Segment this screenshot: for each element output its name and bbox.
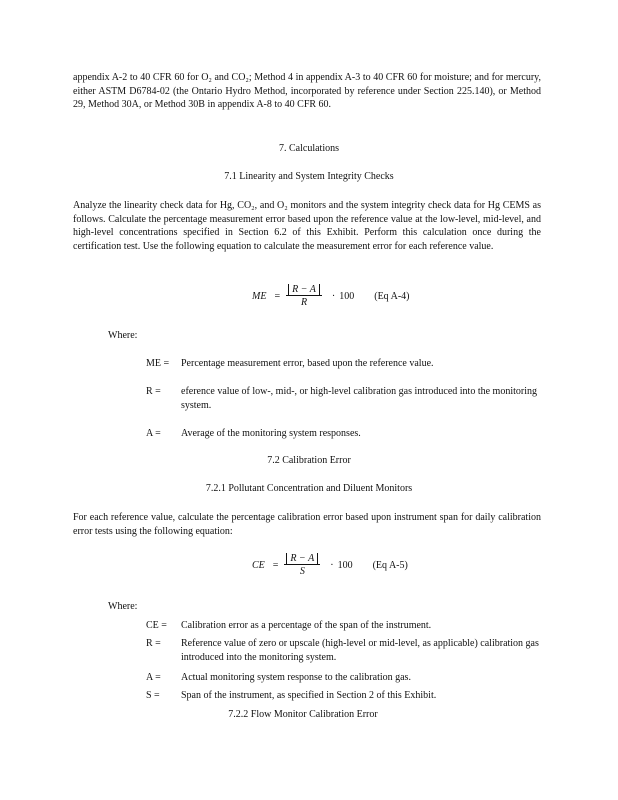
definition-text: eference value of low-, mid-, or high-level calibration gas introduced into the monitoring system. (181, 386, 537, 411)
section-7-1-heading: 7.1 Linearity and System Integrity Checks (224, 171, 394, 182)
definition-row (146, 689, 546, 703)
equals-sign: = (272, 559, 279, 571)
denominator: R (300, 297, 308, 308)
definition-row (146, 427, 546, 441)
definition-text: Percentage measurement error, based upon the reference value. (181, 358, 434, 369)
definition-symbol: R = (146, 386, 161, 397)
definition-row (146, 637, 546, 665)
factor: 100 (339, 290, 355, 302)
definition-text: Reference value of zero or upscale (high-level or mid-level, as applicable) calibration gas introduced into the monitoring system. (181, 638, 539, 663)
definition-symbol: S = (146, 690, 160, 701)
paragraph-linearity: Analyze the linearity check data for Hg, CO₂, and O₂ monitors and the system integrity check data for Hg CEMS as follows. Calculate the percentage measurement error based upon the reference value at the low-level, mid-level, and high-level concentrations specified in Section 6.2 of this Exhibit. Perform this calculation once during the certification test. Use the following equation to calculate the measurement error for each reference value. (73, 200, 541, 252)
fraction (284, 553, 320, 577)
definition-text: Average of the monitoring system responses. (181, 428, 361, 439)
definition-row (146, 357, 546, 371)
paragraph-calibration: For each reference value, calculate the percentage calibration error based upon instrument span for daily calibration error tests using the following equation: (73, 512, 541, 537)
equation-a5 (252, 553, 408, 577)
definition-symbol: CE = (146, 620, 167, 631)
definition-symbol: A = (146, 428, 161, 439)
equation-tag: (Eq A-4) (374, 290, 410, 302)
denominator: S (299, 566, 305, 577)
definition-row (146, 671, 546, 685)
equation-lhs: ME (252, 290, 267, 302)
multiply-sign: · (331, 290, 336, 302)
factor: 100 (337, 559, 353, 571)
where-label: Where: (108, 601, 138, 612)
definition-row (146, 385, 546, 413)
equation-lhs: CE (252, 559, 265, 571)
where-label: Where: (108, 330, 138, 341)
equals-sign: = (274, 290, 281, 302)
equation-a4 (252, 284, 410, 308)
definition-text: Span of the instrument, as specified in Section 2 of this Exhibit. (181, 690, 437, 701)
paragraph-reference-methods: appendix A-2 to 40 CFR 60 for O₂ and CO₂; Method 4 in appendix A-3 to 40 CFR 60 for moisture; and for mercury, either ASTM D6784-02 (the Ontario Hydro Method, incorporated by reference under Section 225.140), or Method 29, Method 30A, or Method 30B in appendix A-8 to 40 CFR 60. (73, 72, 541, 110)
equation-tag: (Eq A-5) (372, 559, 408, 571)
definition-symbol: A = (146, 672, 161, 683)
numerator: R − A (286, 553, 318, 564)
definition-symbol: ME = (146, 358, 170, 369)
numerator: R − A (288, 284, 320, 295)
definition-row (146, 619, 546, 633)
multiply-sign: · (330, 559, 334, 571)
definition-text: Calibration error as a percentage of the span of the instrument. (181, 620, 432, 631)
section-7-2-heading: 7.2 Calibration Error (267, 455, 351, 466)
section-7-heading: 7. Calculations (279, 143, 339, 154)
fraction (286, 284, 322, 308)
definition-text: Actual monitoring system response to the calibration gas. (181, 672, 411, 683)
section-7-2-2-heading: 7.2.2 Flow Monitor Calibration Error (228, 709, 378, 720)
section-7-2-1-heading: 7.2.1 Pollutant Concentration and Diluent Monitors (205, 483, 413, 494)
definition-symbol: R = (146, 638, 161, 649)
